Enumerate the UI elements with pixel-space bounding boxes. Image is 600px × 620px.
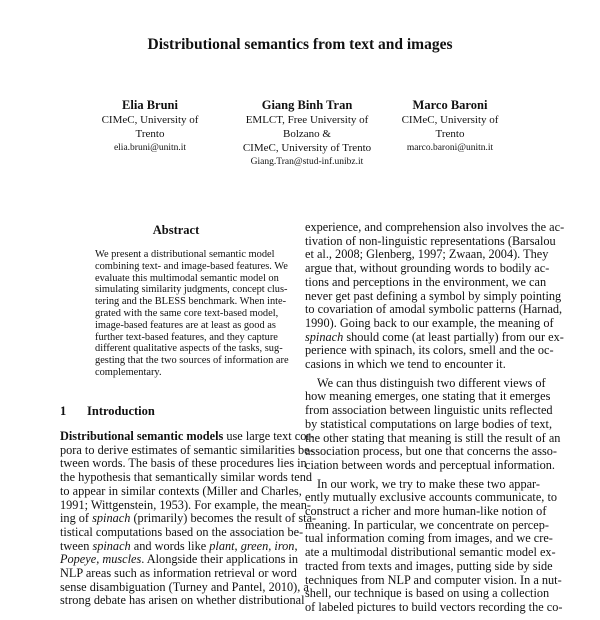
text-line: of labeled pictures to build vectors recording the co- <box>305 599 563 614</box>
text-line: sense disambiguation (Turney and Pantel, 2010), a <box>60 579 309 594</box>
text-line <box>305 329 564 345</box>
text-line: gesting that the two sources of information are <box>95 355 289 367</box>
text-segment: . Alongside their applications in <box>141 552 299 567</box>
text-segment: , <box>234 538 241 553</box>
italic-term: iron <box>274 538 295 553</box>
author-name: Elia Bruni <box>122 98 178 112</box>
text-line: In our work, we try to make these two appar- <box>317 476 540 491</box>
text-line: further text-based features, and they capture <box>95 331 278 343</box>
paragraph <box>60 429 317 608</box>
text-line: tween words. The basis of these procedures lies in <box>60 456 307 471</box>
text-line: tions and perceptions in the environment, we can <box>305 274 547 289</box>
text-line: association process, but one that concerns the asso- <box>305 444 558 459</box>
text-segment: should come (at least partially) from our ex- <box>343 329 564 344</box>
text-line: casions in which we tend to encounter it. <box>305 357 506 372</box>
text-line: We present a distributional semantic model <box>95 249 275 260</box>
text-line: NLP areas such as information retrieval or word <box>60 566 297 581</box>
author-name: Giang Binh Tran <box>261 98 353 112</box>
text-segment: and words like <box>130 538 210 553</box>
italic-term: spinach <box>305 329 344 344</box>
author-affiliation: CIMeC, University of Trento <box>101 114 199 140</box>
text-line: complementary. <box>95 366 162 378</box>
section-title: Introduction <box>87 404 155 418</box>
text-segment: ing of <box>60 511 93 526</box>
paragraph <box>305 476 563 615</box>
text-line: techniques from NLP and computer vision. In a nut- <box>305 572 562 587</box>
text-line: et al., 2008; Glenberg, 1997; Zwaan, 2004). They <box>305 247 549 262</box>
author-email: elia.bruni@unitn.it <box>113 143 187 153</box>
text-line: perience with spinach, its colors, smell and the oc- <box>305 343 554 358</box>
text-line: 1991; Wittgenstein, 1953). For example, the mean- <box>60 497 311 512</box>
paper-title: Distributional semantics from text and images <box>147 36 453 53</box>
italic-term: spinach <box>92 538 131 553</box>
author-block <box>390 98 510 156</box>
author-block <box>232 98 382 170</box>
text-line: construct a richer and more human-like notion of <box>305 504 547 519</box>
text-line: tracted from texts and images, putting side by side <box>305 558 553 573</box>
paragraph <box>305 220 565 372</box>
italic-term: Popeye <box>60 552 97 567</box>
italic-term: green <box>240 538 269 553</box>
text-line: tivation of non-linguistic representations (Barsalou <box>305 233 556 248</box>
left-column-body <box>60 429 317 613</box>
text-line: ciation between words and perceptual information. <box>305 457 555 472</box>
abstract-heading: Abstract <box>152 223 200 237</box>
text-line: image-based features are at least as good as <box>95 319 276 331</box>
text-line: by statistical computations on large bodies of text, <box>305 416 553 431</box>
text-line: ate a multimodal distributional semantic model ex- <box>305 545 556 560</box>
text-line: simulating similarity judgments, concept clus- <box>95 284 288 296</box>
text-line: the hypothesis that semantically similar words tend <box>60 470 313 485</box>
author-email: Giang.Tran@stud-inf.unibz.it <box>250 157 364 167</box>
text-line: tual information coming from images, and we cre- <box>305 531 553 546</box>
text-segment: , <box>96 552 103 567</box>
text-line: never get past defining a symbol by simply pointing <box>305 288 562 303</box>
paragraph <box>95 249 289 379</box>
text-line: evaluate this multimodal semantic model on <box>95 272 279 284</box>
text-line: strong debate has arisen on whether distributional <box>60 593 305 608</box>
author-affiliation: CIMeC, University of Trento <box>242 142 372 154</box>
text-line: We can thus distinguish two different views of <box>317 375 546 390</box>
author-affiliation: EMLCT, Free University of Bolzano & <box>245 114 369 140</box>
author-block <box>90 98 210 156</box>
text-line: experience, and comprehension also involves the ac- <box>305 220 565 234</box>
text-line: to appear in similar contexts (Miller and Charles, <box>60 483 302 498</box>
text-line: from association between linguistic units reflected <box>305 403 553 418</box>
bold-term: Distributional semantic models <box>60 429 224 443</box>
author-name: Marco Baroni <box>412 98 488 112</box>
text-line: 1990). Going back to our example, the meaning of <box>305 315 554 330</box>
text-line: shell, our technique is based on using a collection <box>305 586 550 601</box>
text-line: combining text- and image-based features. We <box>95 260 288 272</box>
text-line: to covariation of amodal symbolic patterns (Harnad, <box>305 302 563 317</box>
text-line: ently mutually exclusive accounts communicate, to <box>305 490 558 505</box>
author-affiliation: CIMeC, University of Trento <box>401 114 499 140</box>
text-line: different qualitative aspects of the tasks, sug- <box>95 343 283 355</box>
italic-term: muscles <box>102 552 142 567</box>
abstract-body <box>95 249 289 384</box>
right-column-body <box>305 220 565 620</box>
text-segment: use large text cor- <box>223 429 315 443</box>
text-line: pora to derive estimates of semantic similarities be- <box>60 442 314 457</box>
text-line <box>60 552 299 567</box>
text-line: tistical computations based on the association be- <box>60 524 304 539</box>
text-line: the other stating that meaning is still the result of an <box>305 430 561 445</box>
text-line <box>60 511 317 526</box>
text-segment: , <box>294 538 298 553</box>
italic-term: spinach <box>92 511 131 526</box>
text-line: tering and the BLESS benchmark. When inte- <box>95 296 287 308</box>
text-segment: tween <box>60 538 93 553</box>
italic-term: plant <box>209 538 235 553</box>
text-segment: , <box>268 538 275 553</box>
text-line <box>60 538 298 554</box>
text-segment: (primarily) becomes the result of sta- <box>130 511 317 526</box>
text-line: grated with the same core text-based model, <box>95 307 279 319</box>
text-line: argue that, without grounding words to bodily ac- <box>305 261 550 276</box>
paragraph <box>305 375 561 473</box>
text-line: how meaning emerges, one stating that it emerges <box>305 389 551 404</box>
section-number: 1 <box>60 404 67 418</box>
text-line <box>60 429 315 444</box>
text-line: meaning. In particular, we concentrate on percep- <box>305 517 549 532</box>
author-email: marco.baroni@unitn.it <box>406 143 494 153</box>
section-heading-introduction <box>60 404 155 419</box>
